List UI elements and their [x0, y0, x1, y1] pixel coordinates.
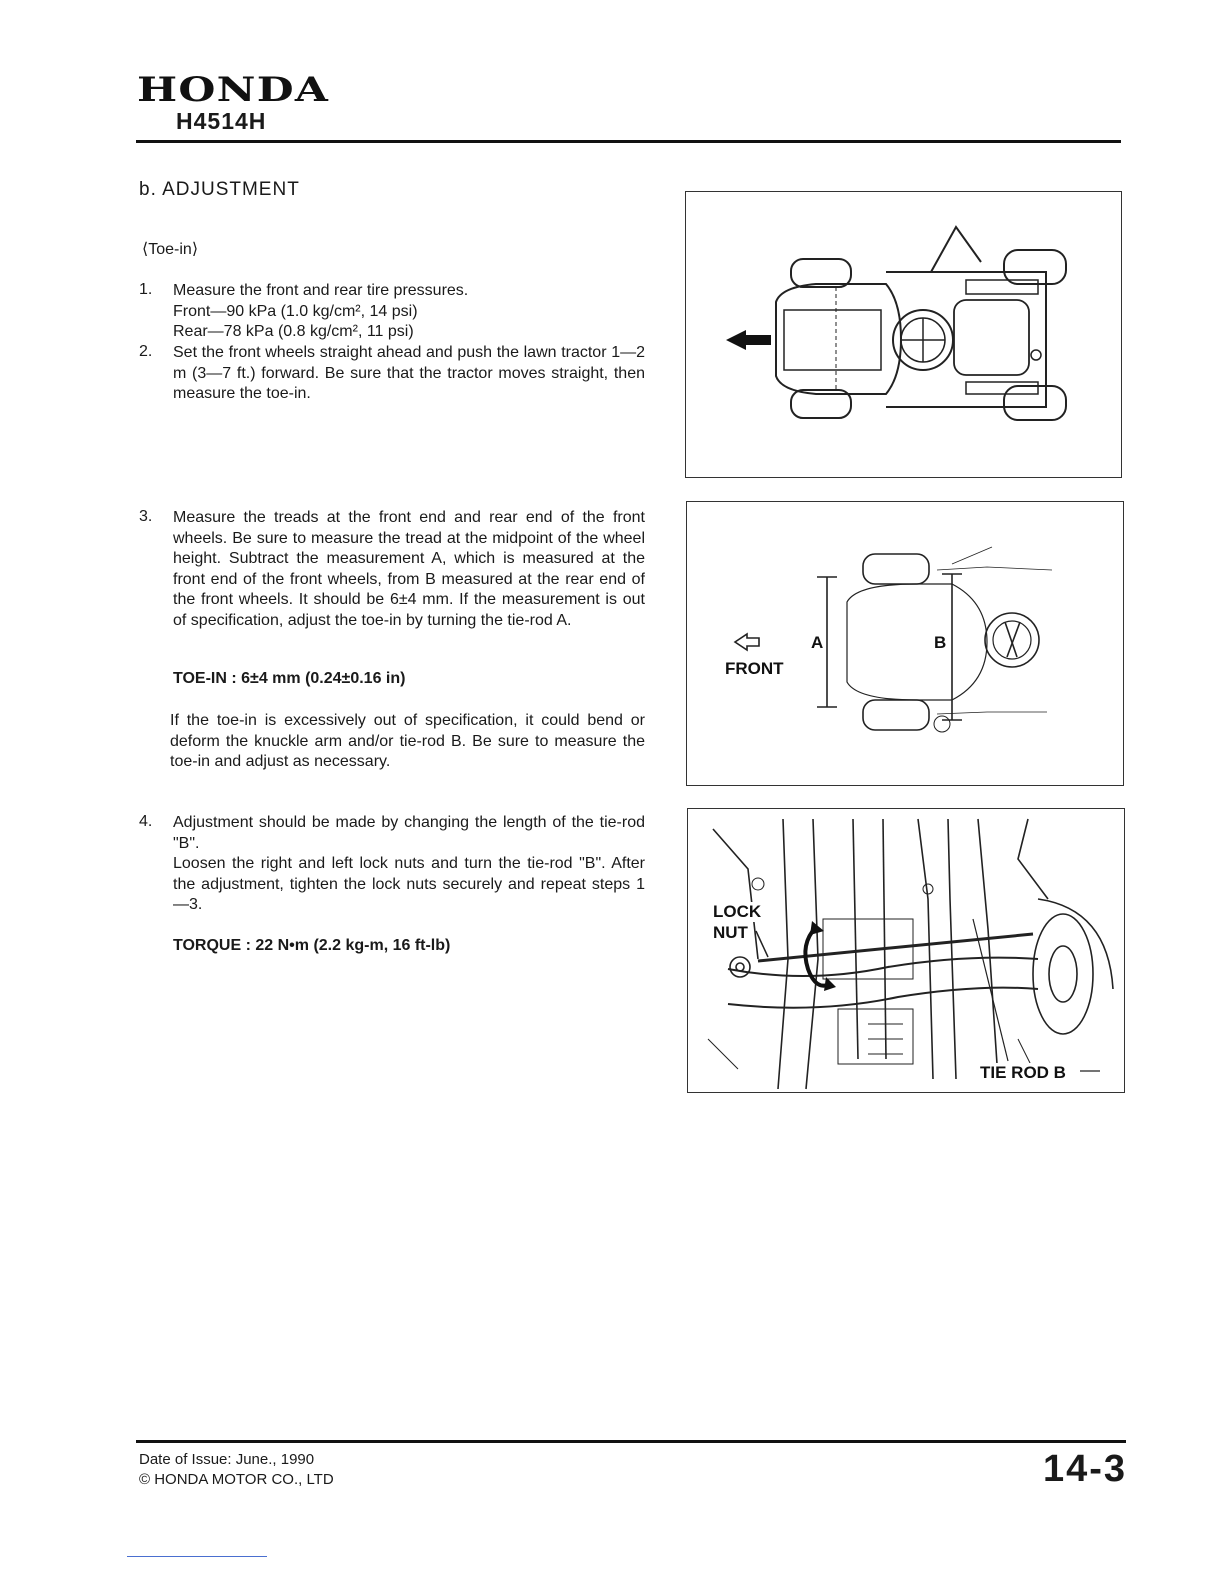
label-tie-rod-b: TIE ROD B	[980, 1063, 1066, 1082]
subsection-title: ⟨Toe-in⟩	[142, 241, 199, 258]
label-lock: LOCK	[713, 902, 762, 921]
label-b: B	[934, 633, 947, 652]
toe-in-spec: TOE-IN : 6±4 mm (0.24±0.16 in)	[173, 670, 406, 687]
step-2: Set the front wheels straight ahead and push the lawn tractor 1—2 m (3—7 ft.) forward. Be sure that the tractor moves straight, then measure the toe-in.	[173, 344, 645, 402]
header-rule	[136, 140, 1121, 143]
tie-rod-drawing	[688, 809, 1124, 1092]
step-4-line: Adjustment should be made by changing the length of the tie-rod "B".	[173, 814, 645, 852]
step-4-line: Loosen the right and left lock nuts and turn the tie-rod "B". After the adjustment, tighten the lock nuts securely and repeat steps 1—3.	[173, 855, 645, 913]
label-front: FRONT	[725, 659, 784, 678]
issue-date: Date of Issue: June., 1990	[139, 1451, 315, 1468]
step-4	[173, 813, 645, 916]
step-number: 4.	[139, 813, 153, 830]
step-1-line: Front—90 kPa (1.0 kg/cm², 14 psi)	[173, 302, 418, 320]
step-number: 2.	[139, 343, 153, 360]
figure-toe-in-measurement	[686, 501, 1124, 786]
copyright: © HONDA MOTOR CO., LTD	[139, 1471, 334, 1488]
step-1	[173, 281, 648, 343]
tractor-top-view-drawing	[686, 192, 1121, 477]
section-title: b. ADJUSTMENT	[139, 179, 300, 200]
page-number: 14-3	[1042, 1448, 1127, 1490]
step-1-line: Rear—78 kPa (0.8 kg/cm², 11 psi)	[173, 323, 414, 340]
brand-logo: HONDA	[137, 70, 330, 110]
figure-tie-rod	[687, 808, 1125, 1093]
footer-rule	[136, 1440, 1126, 1443]
label-nut: NUT	[713, 923, 748, 942]
label-a: A	[811, 633, 824, 652]
torque-spec: TORQUE : 22 N•m (2.2 kg-m, 16 ft-lb)	[173, 937, 451, 954]
warning-note: If the toe-in is excessively out of specification, it could bend or deform the knuckle arm and/or tie-rod B. Be sure to measure the toe-in and adjust as necessary.	[170, 712, 645, 770]
toe-in-diagram	[687, 502, 1123, 785]
scan-artifact-line	[127, 1556, 267, 1557]
step-number: 1.	[139, 281, 153, 298]
figure-tractor-top-view	[685, 191, 1122, 478]
step-number: 3.	[139, 508, 153, 525]
model-number: H4514H	[176, 108, 267, 134]
step-3: Measure the treads at the front end and rear end of the front wheels. Be sure to measure the tread at the midpoint of the wheel height. Subtract the measurement A, which is measured at the front end of the front wheels, from B measured at the rear end of the front wheels. It should be 6±4 mm. If the measurement is out of specification, adjust the toe-in by turning the tie-rod A.	[173, 509, 645, 629]
step-1-line: Measure the front and rear tire pressures.	[173, 282, 469, 299]
